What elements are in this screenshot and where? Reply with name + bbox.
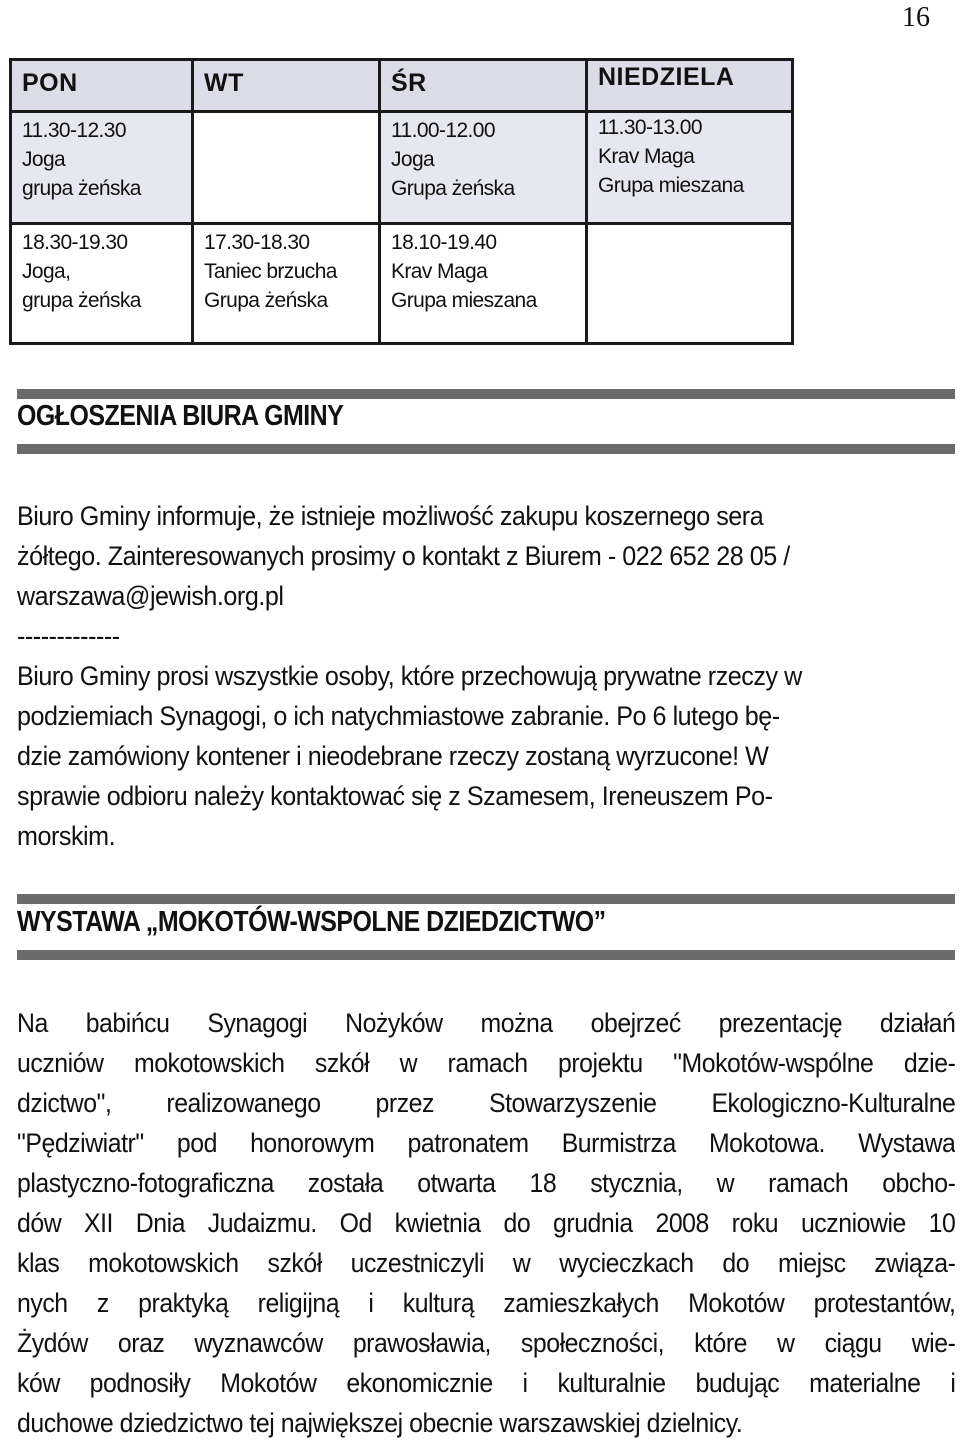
text-line [17, 1243, 955, 1283]
text-line: sprawie odbioru należy kontaktować się z Szamesem, Ireneuszem Po- [17, 781, 773, 811]
schedule-table [9, 58, 794, 345]
section-rule [17, 444, 955, 454]
schedule-row-1 [11, 112, 793, 224]
text-line-content: Żydów oraz wyznawców prawosławia, społeczności, które w ciągu wie- [17, 1328, 955, 1358]
text-line [17, 1203, 955, 1243]
text-line [17, 1323, 955, 1363]
text-line-content: dzictwo", realizowanego przez Stowarzyszenie Ekologiczno-Kulturalne [17, 1088, 955, 1118]
schedule-header-row [11, 60, 793, 112]
slot-activity: Taniec brzucha [204, 260, 337, 283]
text-line [17, 1163, 955, 1203]
schedule-cell [587, 112, 793, 224]
schedule-cell-empty [193, 112, 380, 224]
exhibition-text [17, 1003, 955, 1445]
text-line: Biuro Gminy informuje, że istnieje możliwość zakupu koszernego sera [17, 501, 764, 531]
schedule-cell [193, 224, 380, 344]
schedule-cell [380, 112, 587, 224]
announcements-text [17, 496, 955, 856]
slot-activity: Krav Maga [598, 145, 695, 168]
text-line: ------------- [17, 621, 120, 651]
slot-activity: Joga, [22, 260, 71, 283]
slot-time: 11.00-12.00 [391, 119, 495, 142]
schedule-row-2 [11, 224, 793, 344]
text-line-content: duchowe dziedzictwo tej największej obecnie warszawskiej dzielnicy. [17, 1408, 743, 1438]
text-line-content: dów XII Dnia Judaizmu. Od kwietnia do grudnia 2008 roku uczniowie 10 [17, 1208, 955, 1238]
schedule-cell [11, 224, 193, 344]
text-line: żółtego. Zainteresowanych prosimy o kontakt z Biurem - 022 652 28 05 / [17, 541, 790, 571]
text-line-content: klas mokotowskich szkół uczestniczyli w wycieczkach do miejsc związa- [17, 1248, 955, 1278]
day-label: ŚR [391, 69, 427, 97]
slot-group: grupa żeńska [22, 289, 141, 312]
slot-time: 11.30-13.00 [598, 116, 702, 139]
text-line [17, 1403, 955, 1443]
text-line-content: ków podnosiły Mokotów ekonomicznie i kulturalnie budując materialne i [17, 1368, 955, 1398]
header-cell-tuesday [193, 60, 380, 112]
slot-group: Grupa mieszana [598, 174, 744, 197]
header-cell-monday [11, 60, 193, 112]
slot-activity: Krav Maga [391, 260, 488, 283]
slot-group: Grupa żeńska [204, 289, 328, 312]
schedule-cell [11, 112, 193, 224]
text-line: dzie zamówiony kontener i nieodebrane rzeczy zostaną wyrzucone! W [17, 741, 769, 771]
day-label: PON [22, 69, 78, 97]
day-label: WT [204, 69, 244, 97]
slot-group: Grupa żeńska [391, 177, 515, 200]
section-title-announcements: OGŁOSZENIA BIURA GMINY [17, 400, 344, 432]
text-line-content: Na babińcu Synagogi Nożyków można obejrzeć prezentację działań [17, 1008, 955, 1038]
text-line [17, 1123, 955, 1163]
slot-group: Grupa mieszana [391, 289, 537, 312]
section-title-exhibition: WYSTAWA „MOKOTÓW-WSPOLNE DZIEDZICTWO” [17, 906, 606, 938]
text-line [17, 1363, 955, 1403]
slot-time: 18.10-19.40 [391, 231, 497, 254]
slot-activity: Joga [22, 148, 66, 171]
text-line [17, 1043, 955, 1083]
text-line [17, 1283, 955, 1323]
slot-time: 17.30-18.30 [204, 231, 310, 254]
text-line-content: "Pędziwiatr" pod honorowym patronatem Burmistrza Mokotowa. Wystawa [17, 1128, 955, 1158]
section-rule [17, 950, 955, 960]
text-line-content: uczniów mokotowskich szkół w ramach projektu "Mokotów-wspólne dzie- [17, 1048, 955, 1078]
text-line [17, 1083, 955, 1123]
slot-time: 11.30-12.30 [22, 119, 126, 142]
page-number: 16 [902, 2, 930, 33]
text-line-content: plastyczno-fotograficzna została otwarta 18 stycznia, w ramach obcho- [17, 1168, 955, 1198]
section-rule [17, 389, 955, 399]
slot-time: 18.30-19.30 [22, 231, 128, 254]
day-label: NIEDZIELA [598, 63, 735, 91]
text-line [17, 1003, 955, 1043]
header-cell-wednesday [380, 60, 587, 112]
schedule-cell [380, 224, 587, 344]
slot-group: grupa żeńska [22, 177, 141, 200]
schedule-cell-empty [587, 224, 793, 344]
header-cell-sunday [587, 60, 793, 112]
text-line: podziemiach Synagogi, o ich natychmiastowe zabranie. Po 6 lutego bę- [17, 701, 780, 731]
section-rule [17, 894, 955, 904]
slot-activity: Joga [391, 148, 435, 171]
text-line: Biuro Gminy prosi wszystkie osoby, które przechowują prywatne rzeczy w [17, 661, 802, 691]
text-line-content: nych z praktyką religijną i kulturą zamieszkałych Mokotów protestantów, [17, 1288, 955, 1318]
text-line: morskim. [17, 821, 116, 851]
text-line: warszawa@jewish.org.pl [17, 581, 284, 611]
